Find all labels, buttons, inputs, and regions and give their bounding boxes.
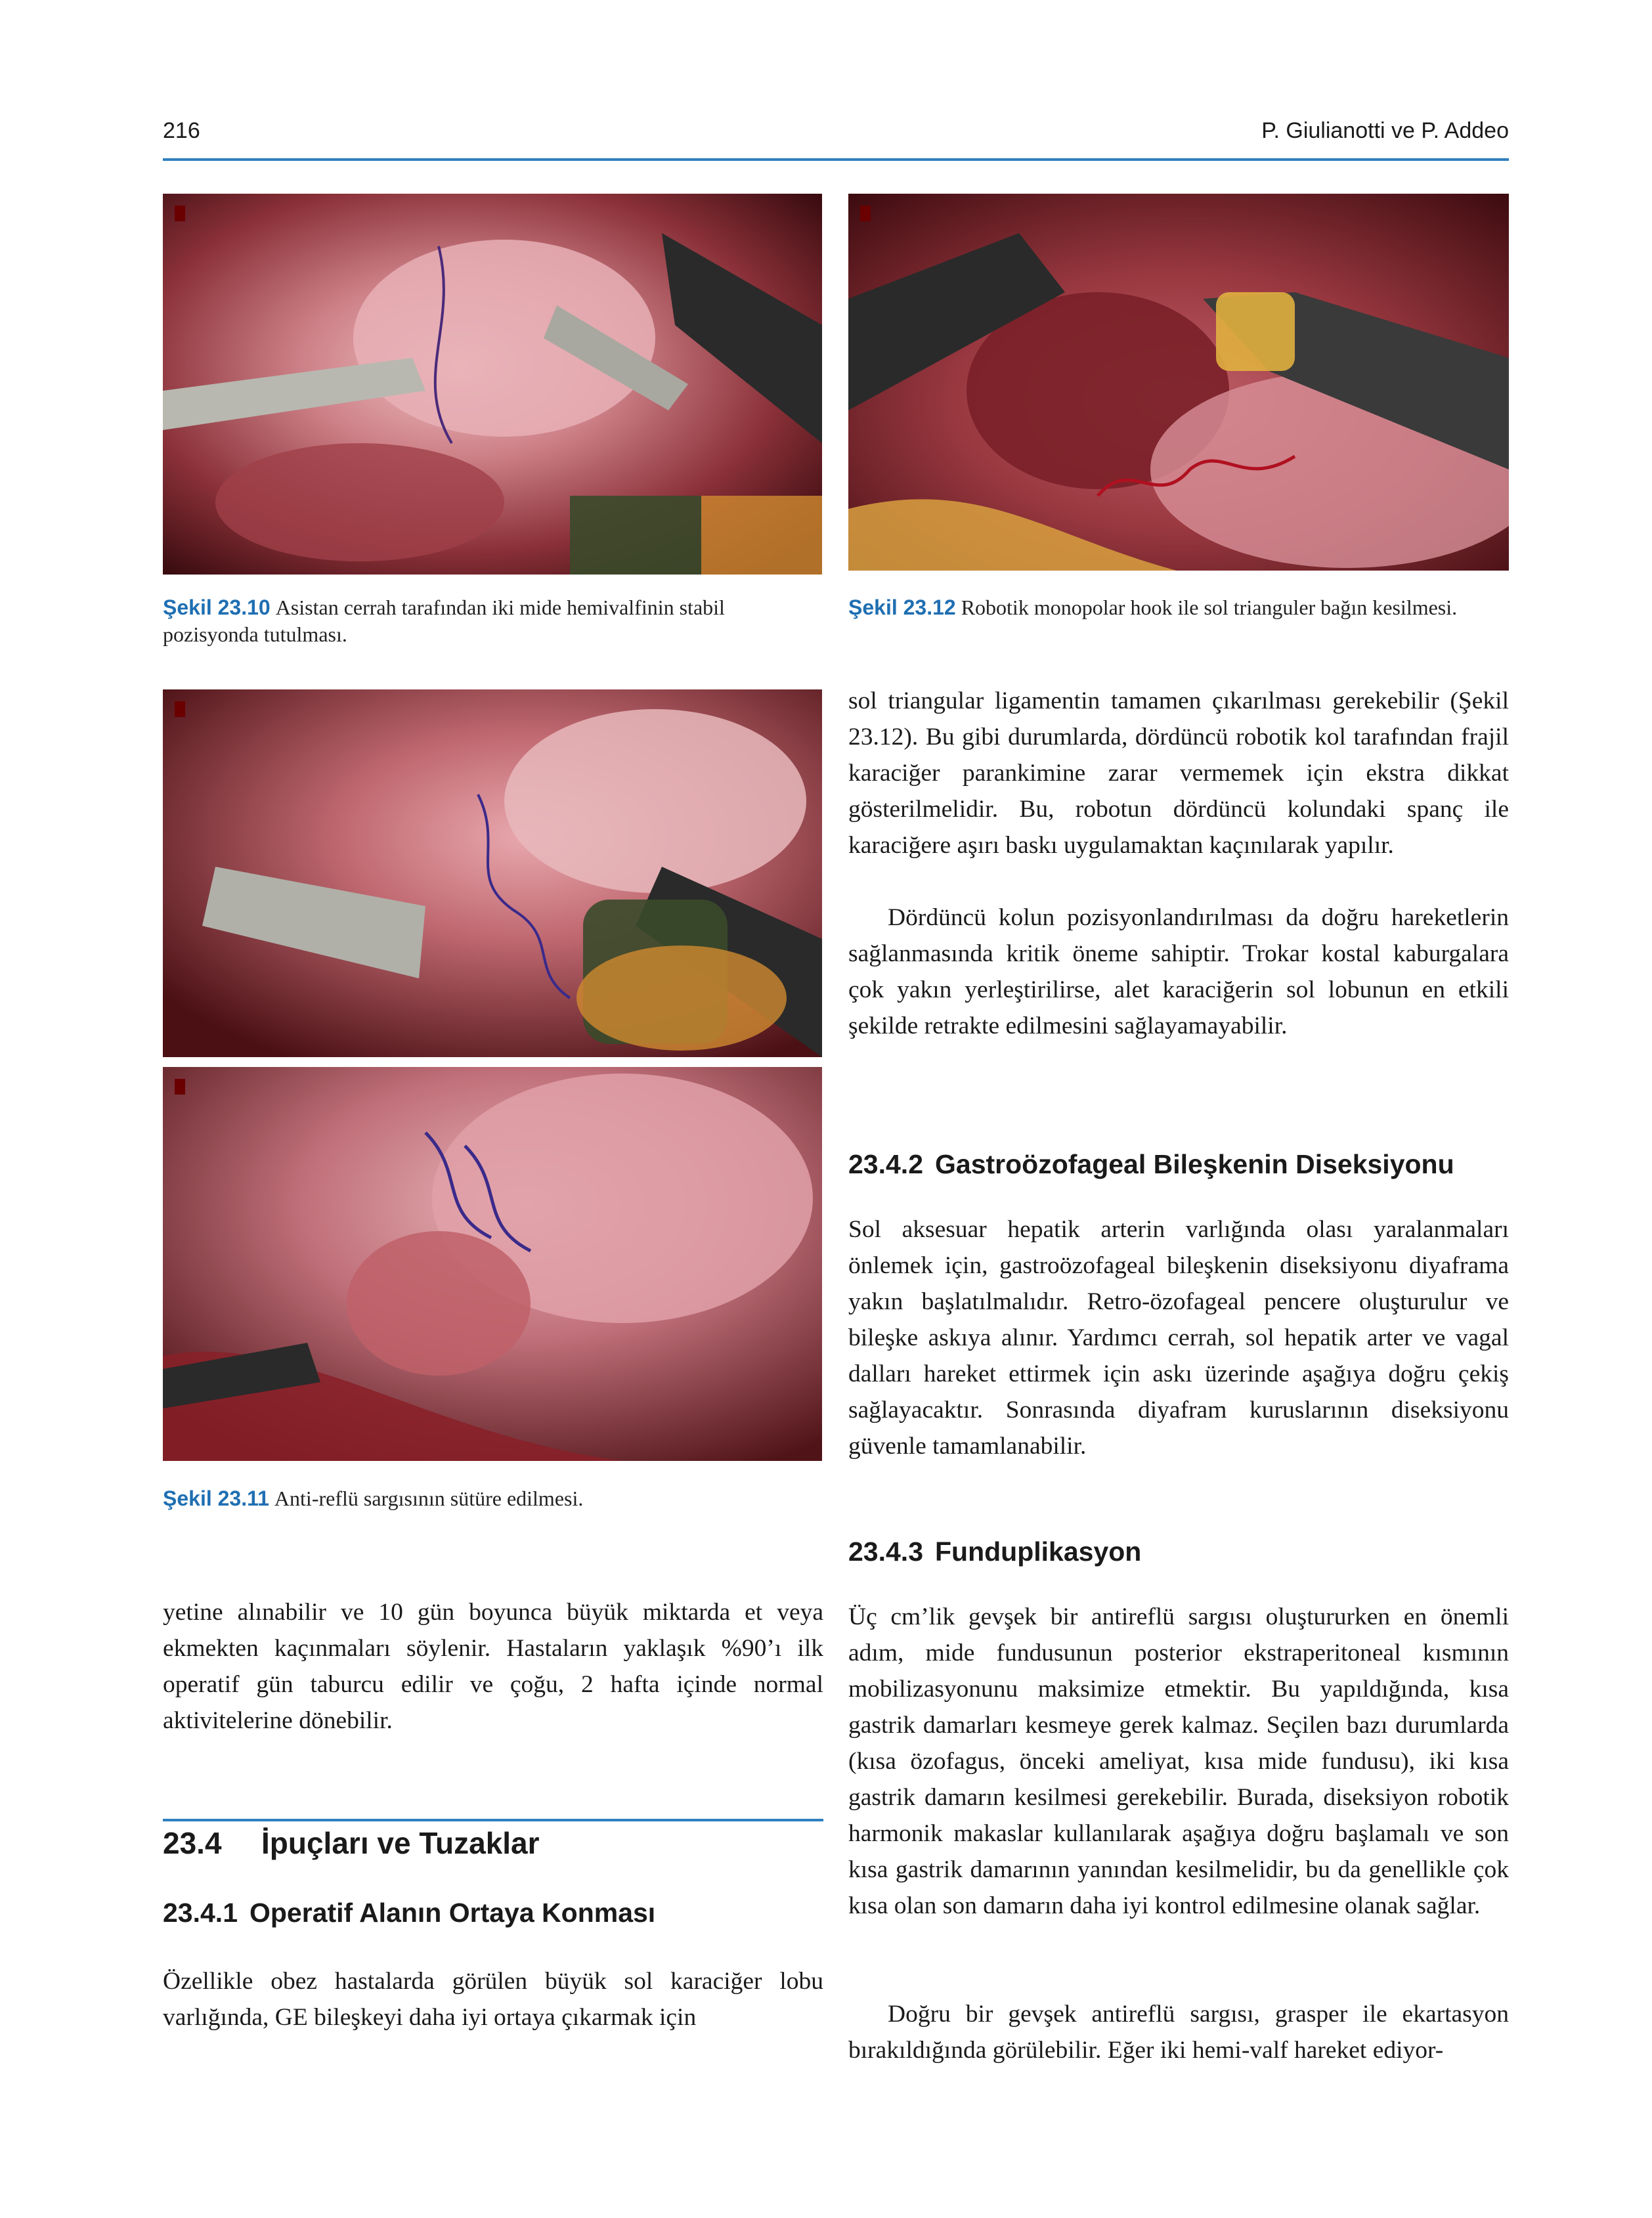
running-authors: P. Giulianotti ve P. Addeo — [1261, 118, 1509, 143]
paragraph: Doğru bir gevşek antireflü sargısı, grasper ile ekartasyon bırakıldığında görülebilir. Eğer iki hemi-valf hareket ediyor- — [848, 2001, 1509, 2064]
section-number: 23.4 — [163, 1826, 222, 1860]
section-title: Gastroözofageal Bileşkenin Diseksiyonu — [935, 1149, 1454, 1179]
figure-23-10-image — [163, 194, 822, 575]
section-heading-23-4 — [163, 1825, 540, 1861]
paragraph: Özellikle obez hastalarda görülen büyük sol karaciğer lobu varlığında, GE bileşkeyi daha iyi ortaya çıkarmak için — [163, 1968, 823, 2031]
section-number: 23.4.3 — [848, 1536, 923, 1567]
running-header — [163, 115, 1509, 161]
section-title: Funduplikasyon — [935, 1536, 1142, 1567]
figure-23-11-image-top — [163, 689, 822, 1057]
page-number: 216 — [163, 118, 200, 143]
paragraph: Dördüncü kolun pozisyonlandırılması da doğru hareketlerin sağlanmasında kritik öneme sahiptir. Trokar kostal kaburgalara çok yakın yerleştirilirse, alet karaciğerin sol lobunun en etkili şekilde retrakte edilmesini sağlayamayabilir. — [848, 904, 1509, 1039]
section-title: İpuçları ve Tuzaklar — [261, 1826, 540, 1860]
figure-23-12-caption — [848, 594, 1509, 621]
figure-23-10-caption — [163, 594, 823, 648]
paragraph: Sol aksesuar hepatik arterin varlığında olası yaralanmaları önlemek için, gastroözofageal bileşkenin diseksiyonu diyaframa yakın başlatılmalıdır. Retro-özofageal pencere oluşturulur ve bileşke askıya alınır. Yardımcı cerrah, sol hepatik arter ve vagal dalları hareket ettirmek için askı üzerinde aşağıya doğru çekiş sağlayacaktır. Sonrasında diyafram kuruslarının diseksiyonu güvenle tamamlanabilir. — [848, 1216, 1509, 1460]
paragraph: Üç cm’lik gevşek bir antireflü sargısı oluştururken en önemli adım, mide fundusunun posterior ekstraperitoneal kısmının mobilizasyonunu maksimize etmektir. Bu yapıldığında, kısa gastrik damarları kesmeye gerek kalmaz. Seçilen bazı durumlarda (kısa özofagus, önceki ameliyat, kısa mide fundusu), iki kısa gastrik damarın kesilmesi gerekebilir. Burada, diseksiyon robotik harmonik makaslar kullanılarak aşağıya doğru başlamalı ve son kısa gastrik damarının yanından kesilmelidir, bu da genellikle çok kısa olan son damarın daha iyi kontrol edilmesine olanak sağlar. — [848, 1603, 1509, 1919]
paragraph: sol triangular ligamentin tamamen çıkarılması gerekebilir (Şekil 23.12). Bu gibi durumlarda, dördüncü robotik kol tarafından frajil karaciğer parankimine zarar vermemek için ekstra dikkat gösterilmelidir. Bu, robotun dördüncü kolundaki spanç ile karaciğere aşırı baskı uygulamaktan kaçınılarak yapılır. — [848, 687, 1509, 859]
section-number: 23.4.2 — [848, 1149, 923, 1179]
paragraph: yetine alınabilir ve 10 gün boyunca büyük miktarda et veya ekmekten kaçınmaları söylenir. Hastaların yaklaşık %90’ı ilk operatif gün taburcu edilir ve çoğu, 2 hafta içinde normal aktivitelerine dönebilir. — [163, 1599, 823, 1734]
caption-text: Anti-reflü sargısının sütüre edilmesi. — [274, 1487, 584, 1510]
section-rule — [163, 1819, 823, 1821]
section-heading-23-4-3 — [848, 1536, 1141, 1567]
caption-text: Robotik monopolar hook ile sol trianguler bağın kesilmesi. — [961, 596, 1458, 619]
figure-23-11-image-bottom — [163, 1067, 822, 1461]
section-number: 23.4.1 — [163, 1898, 238, 1928]
section-heading-23-4-2 — [848, 1149, 1454, 1180]
figure-label: Şekil 23.11 — [163, 1487, 269, 1510]
figure-label: Şekil 23.10 — [163, 596, 271, 619]
figure-23-12-image — [848, 194, 1509, 571]
section-title: Operatif Alanın Ortaya Konması — [250, 1898, 656, 1928]
figure-23-11-caption — [163, 1485, 823, 1512]
section-heading-23-4-1 — [163, 1898, 655, 1928]
caption-text: Asistan cerrah tarafından iki mide hemivalfinin stabil pozisyonda tutulması. — [163, 596, 725, 646]
figure-label: Şekil 23.12 — [848, 596, 956, 619]
